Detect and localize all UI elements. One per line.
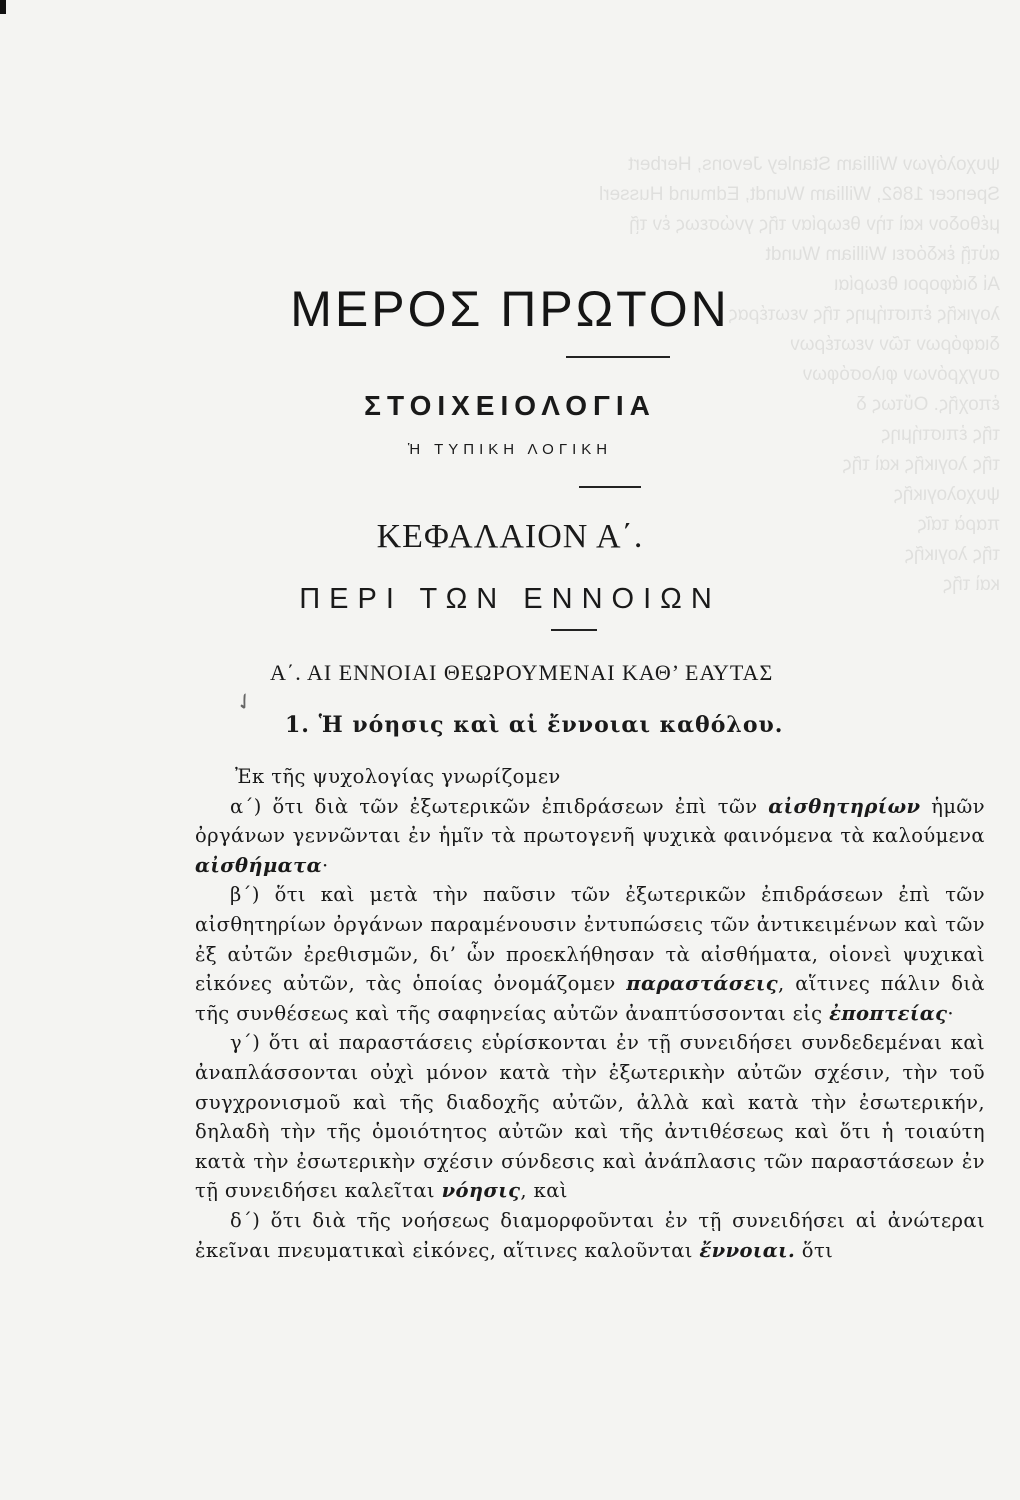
bleed-line: τῆς λογικῆς καὶ τῆς (842, 454, 1000, 475)
item-b (195, 880, 985, 1028)
item-b-end: · (947, 1001, 954, 1025)
paragraph-heading: 1. Ἡ νόησις καὶ αἱ ἔννοιαι καθόλου. (285, 712, 784, 738)
item-a-emphasis: αἰσθήματα (195, 853, 323, 877)
item-c (195, 1028, 985, 1206)
chapter-title: ΚΕΦΑΛΑΙΟΝ Α΄. (376, 518, 644, 555)
item-d (195, 1206, 985, 1265)
item-b-emphasis: ἐποπτείας (829, 1001, 948, 1025)
bleed-line: τῆς ἐπιστήμης (881, 424, 1000, 445)
item-d-end: ὅτι (795, 1238, 834, 1262)
section-title: ΣΤΟΙΧΕΙΟΛΟΓΙΑ (364, 390, 656, 421)
bleed-line: διαφόρων τῶν νεωτέρων (790, 334, 1000, 355)
item-c-text: γ΄) ὅτι αἱ παραστάσεις εὑρίσκονται ἐν τῇ συνειδήσει συνδεδεμέναι καὶ ἀναπλάσσονται οὐχὶ μόνον κατὰ τὴν ἐξωτερικὴν αὐτῶν σχέσιν, τὴν τοῦ συγχρονισμοῦ καὶ τῆς διαδοχῆς αὐτῶν, ἀλλὰ καὶ κατὰ τὴν ἐσωτερικήν, δηλαδὴ τὴν τῆς ὁμοιότητος αὐτῶν καὶ τῆς ἀντιθέσεως καὶ ὅτι ἡ τοιαύτη κατὰ τὴν ἐσωτερικὴν σχέσιν σύνδεσις καὶ ἀνάπλασις τῶν παραστάσεων ἐν τῇ συνειδήσει καλεῖται (195, 1031, 985, 1203)
chapter-subtitle: ΠΕΡΙ ΤΩΝ ΕΝΝΟΙΩΝ (299, 583, 721, 615)
item-a-end: · (322, 853, 329, 877)
subsection-title: Α΄. ΑΙ ΕΝΝΟΙΑΙ ΘΕΩΡΟΥΜΕΝΑΙ ΚΑΘ’ ΕΑΥΤΑΣ (270, 660, 774, 685)
divider-rule (579, 486, 641, 488)
item-a (195, 792, 985, 881)
section-subtitle: Ἡ ΤΥΠΙΚΗ ΛΟΓΙΚΗ (407, 441, 613, 458)
bleed-line: λογικῆς ἐπιστήμης τῆς νεωτέρας (728, 304, 1000, 325)
scan-corner-mark (0, 0, 6, 14)
body-text (195, 762, 985, 1265)
bleed-line: ψυχολογικῆς (893, 484, 1000, 505)
bleed-line: αὐτῇ ἐκδόσει William Wundt (765, 244, 1000, 265)
item-b-text-cont: , αἵτινες πάλιν διὰ τῆς συνθέσεως καὶ τῆς σαφηνείας αὐτῶν ἀναπτύσσονται εἰς (195, 972, 985, 1025)
bleed-line: τῆς λογικῆς (904, 544, 1000, 565)
bleed-line: Spencer 1862, William Wundt, Edmund Husserl (599, 184, 1000, 205)
bleed-through-text (520, 150, 1000, 710)
item-d-emphasis: ἔννοιαι. (699, 1238, 796, 1262)
margin-checkmark-annotation: ✓ (230, 686, 260, 719)
part-title: ΜΕΡΟΣ ΠΡΩΤΟΝ (290, 281, 730, 337)
item-c-end: , καὶ (520, 1179, 568, 1203)
item-a-emphasis: αἰσθητηρίων (768, 794, 921, 818)
bleed-line: συγχρόνων φιλοσόφων (802, 364, 1000, 385)
divider-rule (566, 356, 670, 358)
intro-line: Ἐκ τῆς ψυχολογίας γνωρίζομεν (235, 765, 561, 788)
bleed-line: μέθοδον καὶ τὴν θεωρίαν τῆς γνώσεως ἐν τῇ (629, 214, 1000, 235)
item-a-text: α΄) ὅτι διὰ τῶν ἐξωτερικῶν ἐπιδράσεων ἐπὶ τῶν (230, 794, 769, 818)
item-b-emphasis: παραστάσεις (626, 972, 778, 996)
bleed-line: καὶ τῆς (943, 574, 1000, 595)
item-d-text: δ΄) ὅτι διὰ τῆς νοήσεως διαμορφοῦνται ἐν τῇ συνειδήσει αἱ ἀνώτεραι ἐκεῖναι πνευματικαὶ εἰκόνες, αἵτινες καλοῦνται (195, 1208, 985, 1262)
item-b-text: β΄) ὅτι καὶ μετὰ τὴν παῦσιν τῶν ἐξωτερικῶν ἐπιδράσεων ἐπὶ τῶν αἰσθητηρίων ὀργάνων παραμένουσιν ἐντυπώσεις τῶν ἀντικειμένων καὶ τῶν ἐξ αὐτῶν ἐρεθισμῶν, δι’ ὧν προεκλήθησαν τὰ αἰσθήματα, οἱονεὶ ψυχικαὶ εἰκόνες αὐτῶν, τὰς ὁποίας ὀνομάζομεν (195, 883, 985, 996)
item-c-emphasis: νόησις (441, 1179, 521, 1203)
item-a-text-cont: ἡμῶν ὀργάνων γεννῶνται ἐν ἡμῖν τὰ πρωτογενῆ ψυχικὰ φαινόμενα τὰ καλούμενα (195, 794, 985, 848)
bleed-line: Αἱ διάφοροι θεωρίαι (834, 274, 1000, 295)
divider-rule (551, 629, 597, 631)
bleed-line: ψυχολόγων William Stanley Jevons, Herbert (628, 154, 1000, 175)
bleed-line: ἐποχῆς. Οὕτως δ (856, 394, 1000, 415)
bleed-line: παρὰ ταῖς (917, 514, 1000, 535)
